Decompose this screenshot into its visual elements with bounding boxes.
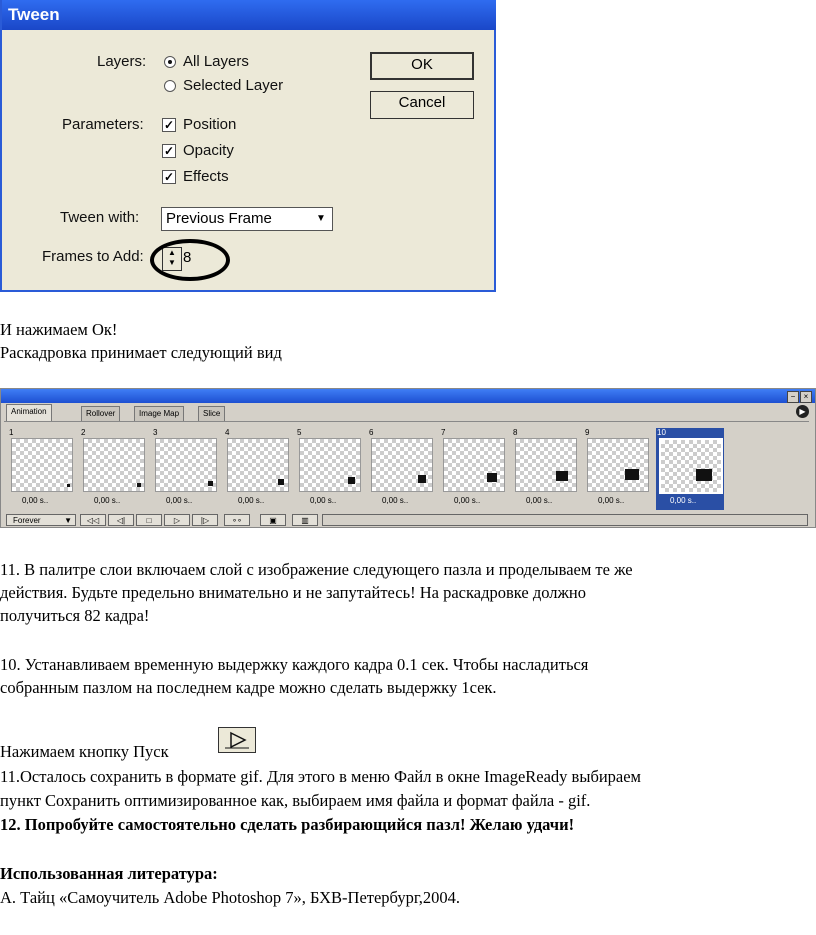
frame-3[interactable] bbox=[152, 428, 220, 510]
dialog-title: Tween bbox=[8, 5, 60, 24]
step-11a-line-1: 11. В палитре слои включаем слой с изображение следующего пазла и проделываем те же bbox=[0, 560, 633, 579]
play-instruction: Нажимаем кнопку Пуск bbox=[0, 742, 169, 761]
frame-delay[interactable]: 0,00 s.. bbox=[238, 496, 265, 505]
trash-icon[interactable]: ▥ bbox=[292, 514, 318, 526]
puzzle-piece bbox=[348, 477, 355, 484]
frame-thumbnail bbox=[659, 438, 723, 494]
frame-delay[interactable]: 0,00 s.. bbox=[526, 496, 553, 505]
frame-number: 7 bbox=[441, 428, 446, 437]
frame-1[interactable] bbox=[8, 428, 76, 510]
frame-number: 5 bbox=[297, 428, 302, 437]
frame-thumbnail bbox=[227, 438, 289, 492]
frame-number: 10 bbox=[657, 428, 666, 437]
text-ok-line: И нажимаем Ок! bbox=[0, 320, 118, 339]
parameters-label: Parameters: bbox=[62, 116, 144, 133]
text-storyboard-line: Раскадровка принимает следующий вид bbox=[0, 343, 282, 362]
cancel-button[interactable]: Cancel bbox=[370, 91, 474, 119]
loop-select[interactable] bbox=[6, 514, 76, 526]
frame-6[interactable] bbox=[368, 428, 436, 510]
position-checkbox[interactable]: ✓ bbox=[163, 118, 175, 132]
tween-with-select[interactable] bbox=[161, 207, 333, 231]
duplicate-frame-icon[interactable]: ▣ bbox=[260, 514, 286, 526]
frames-to-add-label: Frames to Add: bbox=[42, 248, 144, 265]
first-frame-icon[interactable]: ◁◁ bbox=[80, 514, 106, 526]
tab-rollover[interactable]: Rollover bbox=[81, 406, 120, 421]
effects-checkbox[interactable]: ✓ bbox=[163, 170, 175, 184]
effects-label: Effects bbox=[183, 168, 229, 185]
frame-9[interactable] bbox=[584, 428, 652, 510]
step-11a-line-2: действия. Будьте предельно внимательно и не запутайтесь! На раскадровке должно bbox=[0, 583, 586, 602]
tab-slice[interactable]: Slice bbox=[198, 406, 225, 421]
tab-animation[interactable]: Animation bbox=[6, 404, 52, 421]
frames-strip bbox=[4, 421, 809, 512]
puzzle-piece bbox=[696, 469, 712, 481]
frame-thumbnail bbox=[515, 438, 577, 492]
selected-layer-radio[interactable] bbox=[164, 80, 176, 92]
animation-controls bbox=[4, 513, 812, 527]
position-label: Position bbox=[183, 116, 237, 133]
frame-thumbnail bbox=[299, 438, 361, 492]
tween-with-value: Previous Frame bbox=[166, 210, 272, 227]
step-10-line-2: собранным пазлом на последнем кадре можно сделать выдержку 1сек. bbox=[0, 678, 497, 697]
step-11b-line-2: пункт Сохранить оптимизированное как, выбираем имя файла и формат файла - gif. bbox=[0, 791, 591, 810]
frame-number: 3 bbox=[153, 428, 158, 437]
all-layers-label: All Layers bbox=[183, 53, 249, 70]
frame-4[interactable] bbox=[224, 428, 292, 510]
puzzle-piece bbox=[208, 481, 213, 486]
play-icon[interactable]: ▷ bbox=[164, 514, 190, 526]
tween-dialog bbox=[0, 0, 496, 292]
highlight-circle bbox=[150, 239, 230, 281]
ok-button[interactable]: OK bbox=[370, 52, 474, 80]
puzzle-piece bbox=[418, 475, 426, 483]
literature-heading: Использованная литература: bbox=[0, 864, 218, 883]
frame-thumbnail bbox=[443, 438, 505, 492]
frame-delay[interactable]: 0,00 s.. bbox=[670, 496, 697, 505]
frame-delay[interactable]: 0,00 s.. bbox=[22, 496, 49, 505]
tab-image-map[interactable]: Image Map bbox=[134, 406, 184, 421]
frame-thumbnail bbox=[587, 438, 649, 492]
chevron-down-icon: ▼ bbox=[64, 516, 72, 525]
play-button-icon bbox=[218, 727, 256, 753]
layers-label: Layers: bbox=[97, 53, 147, 70]
step-11b-line-1: 11.Осталось сохранить в формате gif. Для этого в меню Файл в окне ImageReady выбираем bbox=[0, 767, 642, 786]
frame-delay[interactable]: 0,00 s.. bbox=[94, 496, 121, 505]
frame-delay[interactable]: 0,00 s.. bbox=[310, 496, 337, 505]
dialog-title-bar bbox=[2, 0, 496, 30]
frame-2[interactable] bbox=[80, 428, 148, 510]
tween-with-label: Tween with: bbox=[60, 209, 140, 226]
step-12-line: 12. Попробуйте самостоятельно сделать разбирающийся пазл! Желаю удачи! bbox=[0, 815, 575, 834]
frame-7[interactable] bbox=[440, 428, 508, 510]
frame-number: 8 bbox=[513, 428, 518, 437]
literature-item: А. Тайц «Самоучитель Adobe Photoshop 7», БХВ-Петербург,2004. bbox=[0, 888, 460, 907]
tween-icon[interactable]: ∘∘ bbox=[224, 514, 250, 526]
frame-10[interactable] bbox=[656, 428, 724, 510]
frames-stepper[interactable]: ▲ ▼ bbox=[162, 247, 182, 271]
close-icon[interactable]: × bbox=[800, 391, 812, 403]
frame-number: 9 bbox=[585, 428, 590, 437]
palette-menu-icon[interactable]: ▶ bbox=[796, 405, 809, 418]
frame-number: 4 bbox=[225, 428, 230, 437]
frame-thumbnail bbox=[371, 438, 433, 492]
opacity-checkbox[interactable]: ✓ bbox=[163, 144, 175, 158]
frame-delay[interactable]: 0,00 s.. bbox=[454, 496, 481, 505]
frames-to-add-input[interactable]: 8 bbox=[183, 249, 192, 266]
step-10-line-1: 10. Устанавливаем временную выдержку каждого кадра 0.1 сек. Чтобы насладиться bbox=[0, 655, 589, 674]
horizontal-scrollbar[interactable] bbox=[322, 514, 808, 526]
minimize-icon[interactable]: − bbox=[787, 391, 799, 403]
puzzle-piece bbox=[278, 479, 284, 485]
puzzle-piece bbox=[625, 469, 639, 480]
loop-value: Forever bbox=[13, 516, 41, 525]
previous-frame-icon[interactable]: ◁| bbox=[108, 514, 134, 526]
frame-5[interactable] bbox=[296, 428, 364, 510]
puzzle-piece bbox=[67, 484, 70, 487]
frame-number: 2 bbox=[81, 428, 86, 437]
all-layers-radio[interactable] bbox=[164, 56, 176, 68]
puzzle-piece bbox=[556, 471, 568, 481]
puzzle-piece bbox=[487, 473, 497, 482]
puzzle-piece bbox=[137, 483, 141, 487]
frame-number: 6 bbox=[369, 428, 374, 437]
stop-icon[interactable]: □ bbox=[136, 514, 162, 526]
chevron-down-icon: ▼ bbox=[316, 213, 326, 224]
next-frame-icon[interactable]: |▷ bbox=[192, 514, 218, 526]
frame-8[interactable] bbox=[512, 428, 580, 510]
frame-thumbnail bbox=[83, 438, 145, 492]
palette-title-bar bbox=[1, 389, 815, 403]
step-11a-line-3: получиться 82 кадра! bbox=[0, 606, 150, 625]
opacity-label: Opacity bbox=[183, 142, 234, 159]
frame-delay[interactable]: 0,00 s.. bbox=[382, 496, 409, 505]
frame-thumbnail bbox=[155, 438, 217, 492]
selected-layer-label: Selected Layer bbox=[183, 77, 284, 94]
frame-thumbnail bbox=[11, 438, 73, 492]
frame-delay[interactable]: 0,00 s.. bbox=[166, 496, 193, 505]
frame-number: 1 bbox=[9, 428, 14, 437]
animation-palette bbox=[0, 388, 816, 528]
frame-delay[interactable]: 0,00 s.. bbox=[598, 496, 625, 505]
